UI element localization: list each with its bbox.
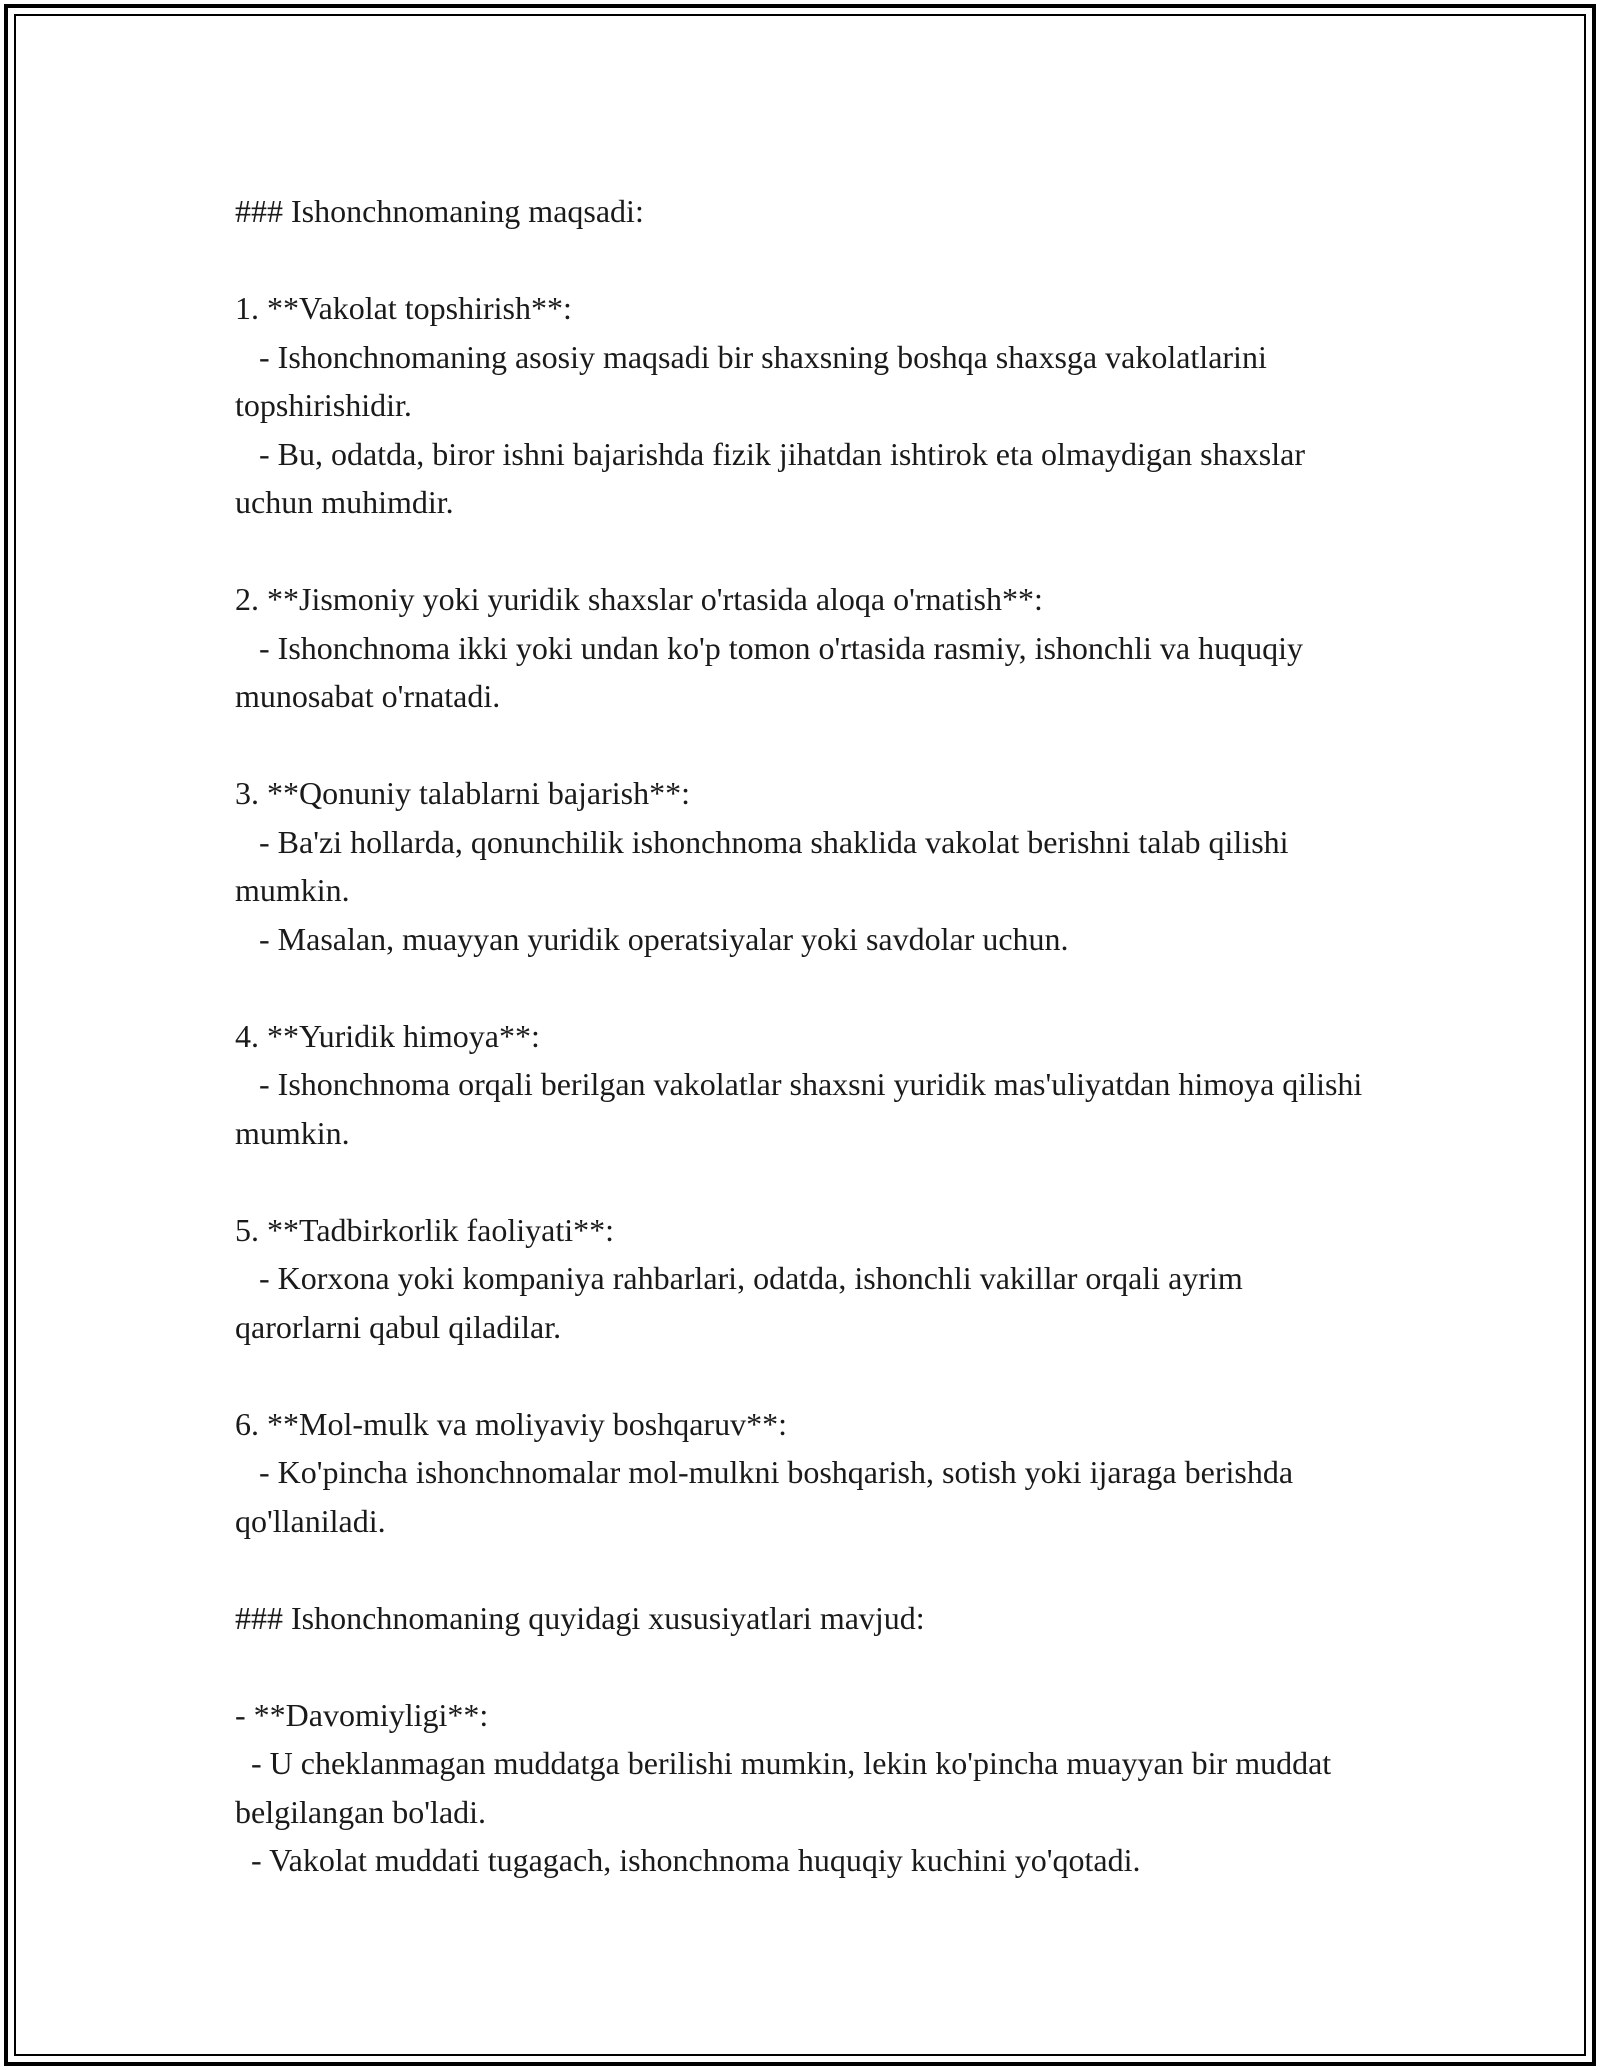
document-body bbox=[235, 187, 1371, 1885]
list-item-bullet: - Ishonchnoma orqali berilgan vakolatlar shaxsni yuridik mas'uliyatdan himoya qilishi mumkin. bbox=[235, 1066, 1371, 1151]
spacer bbox=[235, 236, 1365, 285]
spacer bbox=[235, 1157, 1365, 1206]
list-item-bullet: - Korxona yoki kompaniya rahbarlari, odatda, ishonchli vakillar orqali ayrim qarorlarni qabul qiladilar. bbox=[235, 1260, 1251, 1345]
feature-bullet: - U cheklanmagan muddatga berilishi mumkin, lekin ko'pincha muayyan bir muddat belgilangan bo'ladi. bbox=[235, 1745, 1340, 1830]
list-item-bullet: - Masalan, muayyan yuridik operatsiyalar yoki savdolar uchun. bbox=[259, 920, 1069, 957]
section-heading: ### Ishonchnomaning maqsadi: bbox=[235, 193, 644, 229]
section-heading: ### Ishonchnomaning quyidagi xususiyatlari mavjud: bbox=[235, 1599, 925, 1636]
list-item-title: 5. **Tadbirkorlik faoliyati**: bbox=[235, 1211, 615, 1248]
list-item-bullet: - Ishonchnomaning asosiy maqsadi bir shaxsning boshqa shaxsga vakolatlarini topshirishidir. bbox=[235, 338, 1275, 423]
spacer bbox=[235, 1351, 1365, 1400]
spacer bbox=[235, 963, 1365, 1012]
list-item-bullet: - Ko'pincha ishonchnomalar mol-mulkni boshqarish, sotish yoki ijaraga berishda qo'llaniladi. bbox=[235, 1454, 1302, 1539]
list-item-bullet: - Ba'zi hollarda, qonunchilik ishonchnoma shaklida vakolat berishni talab qilishi mumkin. bbox=[235, 823, 1297, 908]
spacer bbox=[235, 1642, 1365, 1691]
list-item-bullet: - Bu, odatda, biror ishni bajarishda fizik jihatdan ishtirok eta olmaydigan shaxslar uchun muhimdir. bbox=[235, 435, 1313, 520]
feature-bullet: - Vakolat muddati tugagach, ishonchnoma huquqiy kuchini yo'qotadi. bbox=[251, 1842, 1141, 1878]
spacer bbox=[235, 1545, 1365, 1594]
list-item-title: 6. **Mol-mulk va moliyaviy boshqaruv**: bbox=[235, 1405, 787, 1442]
spacer bbox=[235, 721, 1365, 770]
list-item-title: 2. **Jismoniy yoki yuridik shaxslar o'rtasida aloqa o'rnatish**: bbox=[235, 581, 1043, 617]
list-item-bullet: - Ishonchnoma ikki yoki undan ko'p tomon o'rtasida rasmiy, ishonchli va huquqiy munosabat o'rnatadi. bbox=[235, 629, 1311, 714]
list-item-title: 3. **Qonuniy talablarni bajarish**: bbox=[235, 775, 691, 811]
spacer bbox=[235, 527, 1365, 576]
list-item-title: 1. **Vakolat topshirish**: bbox=[235, 290, 572, 326]
feature-title: - **Davomiyligi**: bbox=[235, 1696, 489, 1733]
list-item-title: 4. **Yuridik himoya**: bbox=[235, 1017, 540, 1054]
